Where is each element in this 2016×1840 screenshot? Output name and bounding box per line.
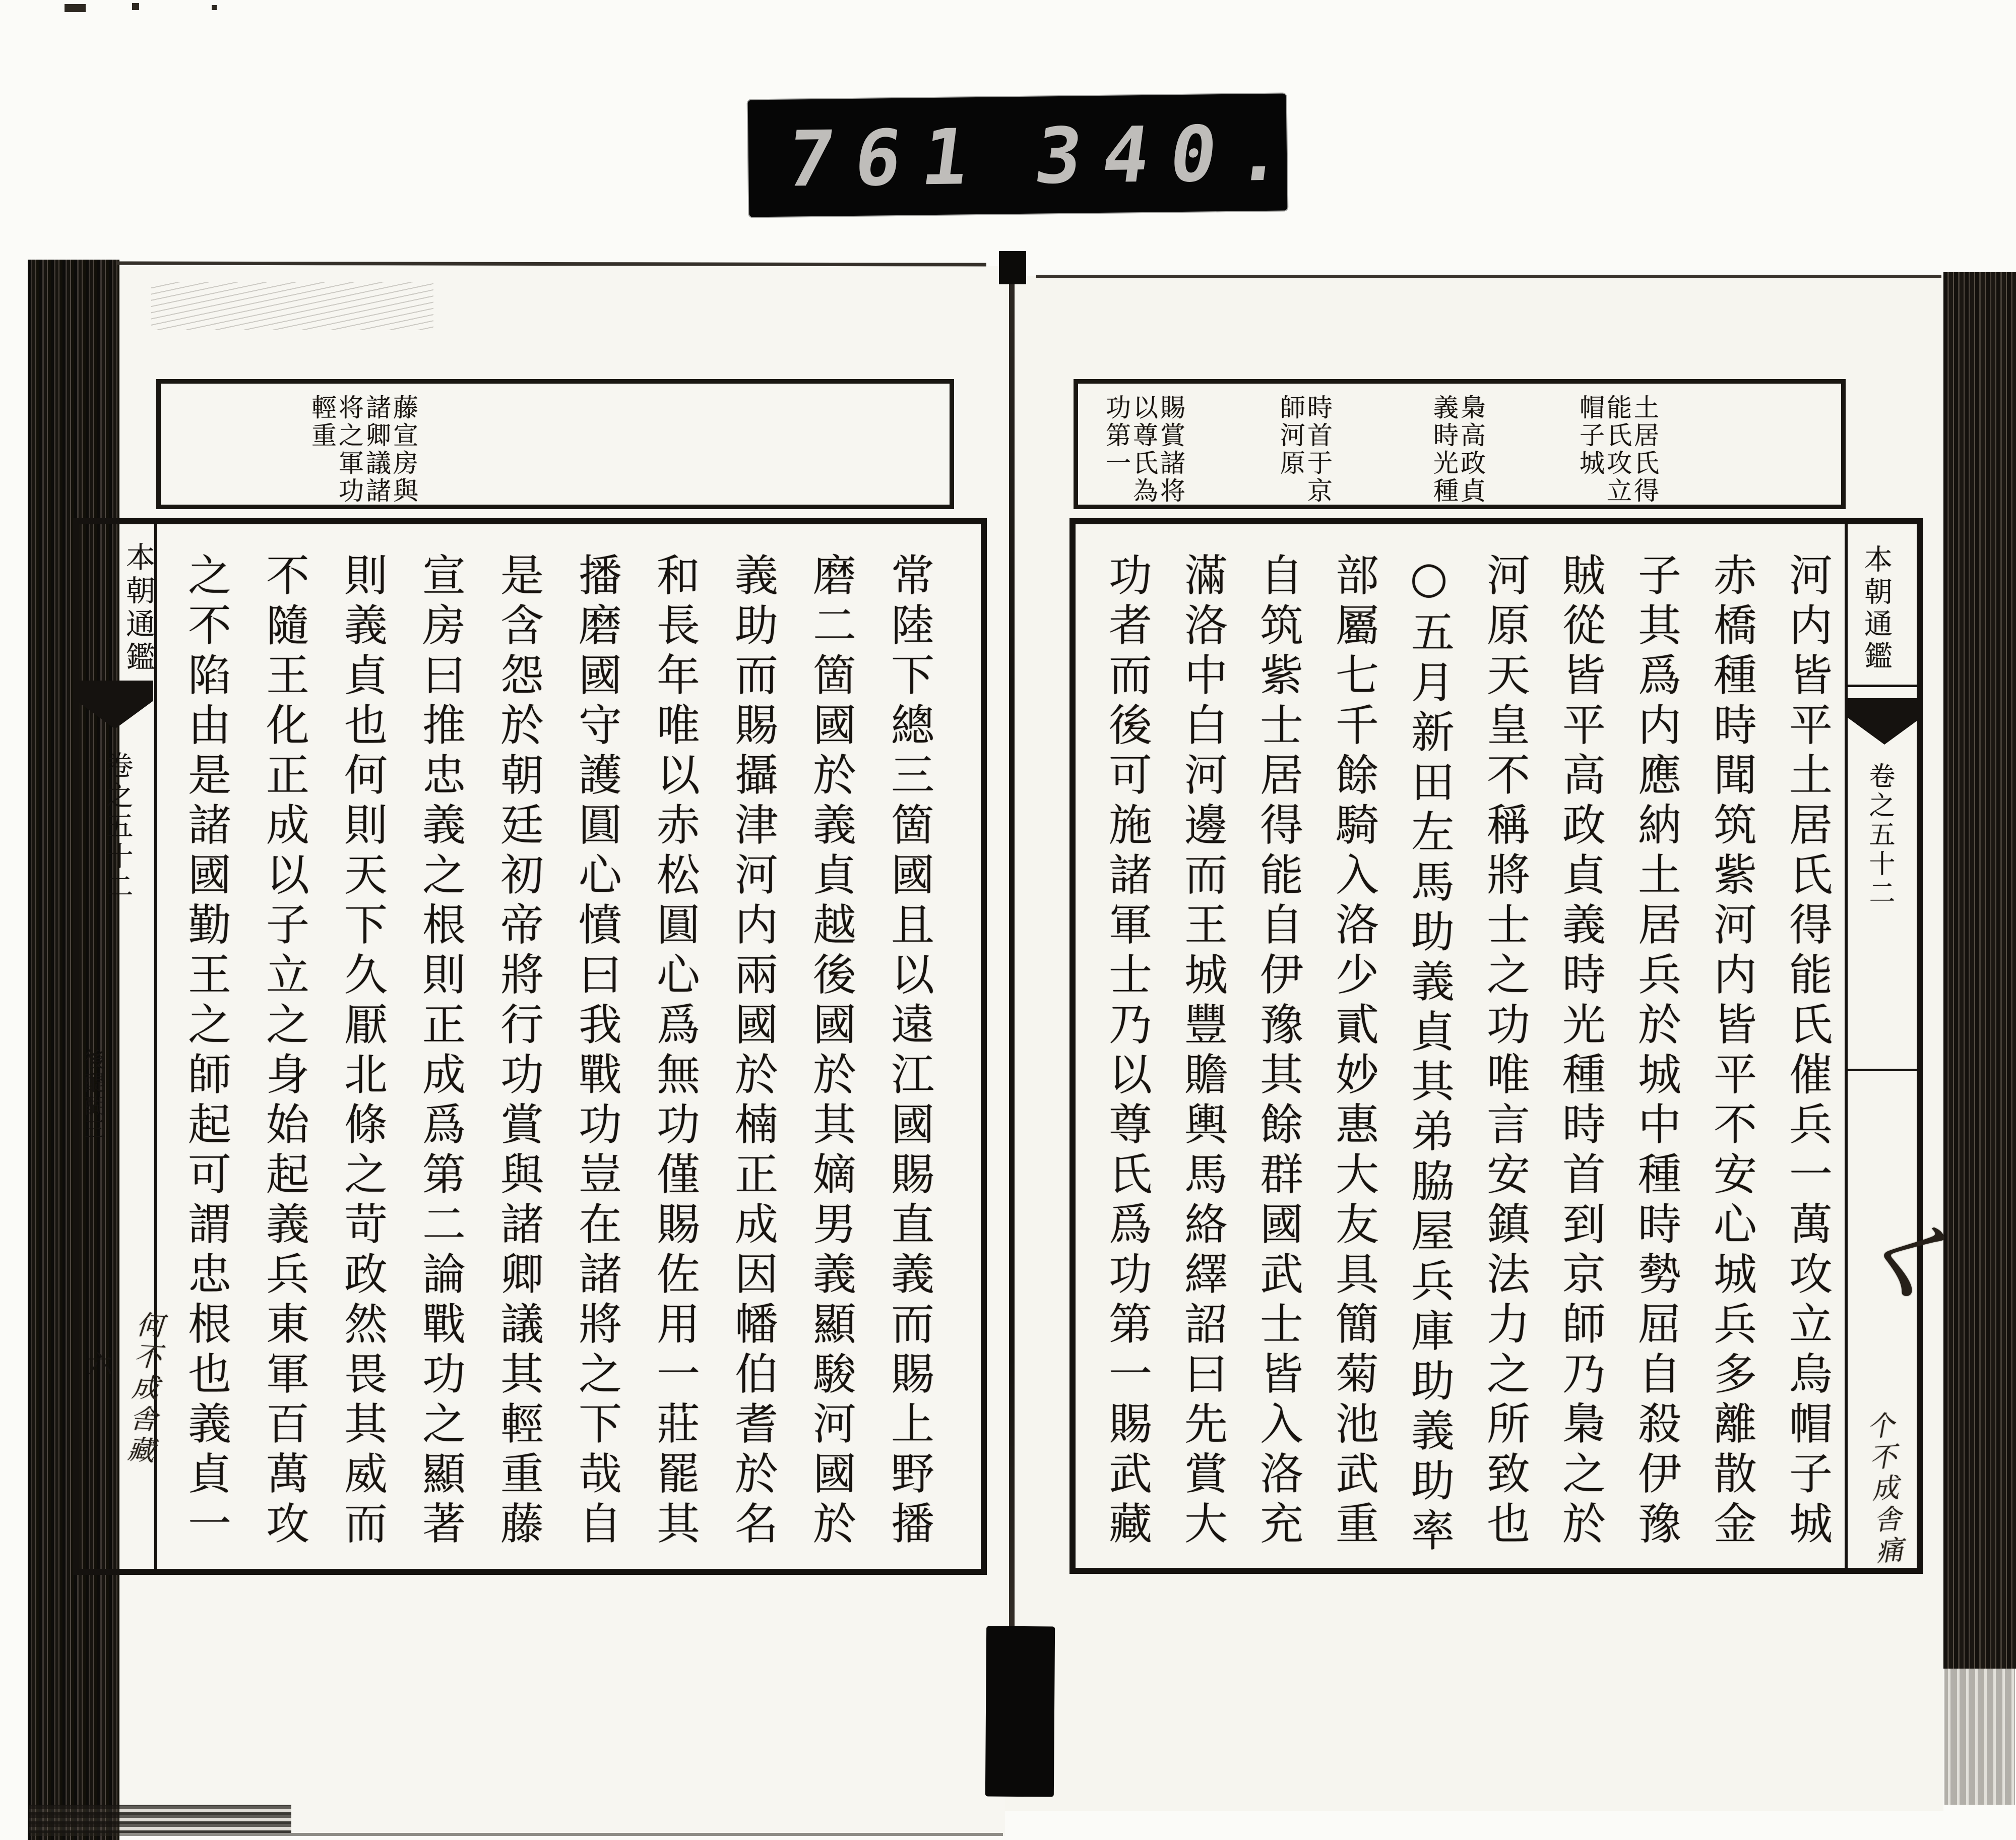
left-gutter-page-number: 六 — [83, 1351, 112, 1376]
header-note-column: 将之軍功 — [335, 394, 364, 505]
left-page-header-note — [308, 394, 417, 509]
left-page-header-box — [156, 379, 954, 509]
header-note-column: 時首于京 — [1303, 394, 1333, 505]
right-page-header-note-2a — [1430, 394, 1485, 509]
book-right-edge-lower — [1944, 1669, 2015, 1805]
counter-digits-left: 761 — [782, 112, 995, 204]
scan-streaks — [151, 282, 433, 330]
text-column: 功者而後可施諸軍士乃以尊氏爲功第一賜武藏 — [1101, 553, 1152, 1551]
text-column: 宣房曰推忠義之根則正成爲第二論戰功之顯著 — [415, 553, 465, 1551]
right-page-gutter-divider — [1845, 519, 1848, 1573]
counter-digits-right: 340. — [1030, 108, 1311, 201]
header-note-column: 師河原 — [1276, 394, 1305, 477]
text-column: 滿洛中白河邊而王城豐贍輿馬絡繹詔曰先賞大 — [1177, 553, 1227, 1551]
right-gutter-rule — [1848, 1069, 1921, 1071]
right-page-header-note-1 — [1577, 394, 1658, 509]
header-note-column: 義時光種 — [1429, 394, 1459, 505]
text-column: 自筑紫士居得能自伊豫其餘群國武士皆入洛充 — [1252, 553, 1303, 1551]
right-gutter-rule — [1848, 685, 1921, 687]
right-gutter-flourish-mark: く — [1831, 1196, 1968, 1322]
text-column: 則義貞也何則天下久厭北條之苛政然畏其威而 — [337, 553, 387, 1551]
scan-artifact — [132, 3, 139, 10]
text-column: ○五月新田左馬助義貞其弟脇屋兵庫助義助率 — [1404, 553, 1454, 1558]
left-gutter-handwritten-note: 何不成舎藏 — [122, 1310, 165, 1468]
text-column: 不隨王化正成以子立之身始起義兵東軍百萬攻 — [259, 553, 309, 1551]
header-note-column: 土居氏得 — [1630, 394, 1659, 505]
text-column: 賊從皆平高政貞義時光種時首到京師乃梟之於 — [1555, 553, 1605, 1551]
header-note-column: 能氏攻立 — [1603, 394, 1632, 505]
header-note-column: 賜賞諸将 — [1156, 394, 1185, 505]
page-bottom-edge — [30, 1833, 1003, 1836]
header-note-column: 梟高政貞 — [1457, 394, 1486, 505]
right-page-header-note-2b — [1277, 394, 1332, 509]
header-note-column: 帽子城 — [1576, 394, 1605, 477]
text-column: 磨二箇國於義貞越後國於其嫡男義顯駿河國於 — [805, 553, 856, 1551]
page-top-edge — [1036, 275, 1941, 278]
page-top-edge — [117, 261, 986, 266]
text-column: 常陸下總三箇國且以遠江國賜直義而賜上野播 — [884, 553, 934, 1551]
header-note-column: 功第一 — [1102, 394, 1131, 477]
left-page-text-block — [166, 553, 948, 1558]
book-spine-fold — [1009, 282, 1015, 1628]
page-bottom-edge — [29, 1805, 291, 1833]
header-note-column: 以尊氏為 — [1129, 394, 1158, 505]
right-gutter-book-title: 本朝通鑑 — [1860, 544, 1893, 673]
scan-artifact — [65, 4, 86, 12]
text-column: 部屬七千餘騎入洛少貳妙惠大友具簡菊池武重 — [1328, 553, 1378, 1551]
scan-artifact — [212, 5, 217, 10]
text-column: 義助而賜攝津河内兩國於楠正成因幡伯耆於名 — [727, 553, 778, 1551]
header-note-column: 輕重 — [307, 394, 337, 450]
right-page-header-note-3 — [1103, 394, 1184, 509]
spine-top-mark — [999, 251, 1026, 284]
right-gutter-handwritten-note: 个不成舎痛 — [1862, 1410, 1905, 1569]
text-column: 河内皆平土居氏得能氏催兵一萬攻立烏帽子城 — [1782, 553, 1832, 1551]
text-column: 之不陷由是諸國勤王之師起可謂忠根也義貞一 — [180, 553, 231, 1551]
header-note-column: 藤宣房與 — [389, 394, 418, 505]
spine-bottom-mark — [985, 1626, 1055, 1797]
left-gutter-section-label: 後醍醐三 — [81, 1049, 106, 1141]
text-column: 和長年唯以赤松圓心爲無功僅賜佐用一莊罷其 — [649, 553, 700, 1551]
text-column: 是含怨於朝廷初帝將行功賞與諸卿議其輕重藤 — [493, 553, 543, 1551]
left-gutter-book-title: 本朝通鑑 — [121, 542, 155, 675]
left-gutter-volume-label: 卷之五十二 — [102, 751, 134, 902]
book-right-edge-shadow — [1943, 272, 2016, 1669]
text-column: 河原天皇不稱將士之功唯言安鎮法力之所致也 — [1479, 553, 1530, 1551]
header-note-column: 諸卿議諸 — [362, 394, 391, 505]
text-column: 子其爲内應納土居兵於城中種時勢屈自殺伊豫 — [1630, 553, 1681, 1551]
right-page-text-block — [1089, 553, 1845, 1558]
right-gutter-volume-label: 卷之五十二 — [1864, 762, 1895, 908]
frame-counter-display — [748, 93, 1311, 217]
text-column: 赤橋種時聞筑紫河内皆平不安心城兵多離散金 — [1706, 553, 1756, 1551]
text-column: 播磨國守護圓心憤曰我戰功豈在諸將之下哉自 — [571, 553, 621, 1551]
